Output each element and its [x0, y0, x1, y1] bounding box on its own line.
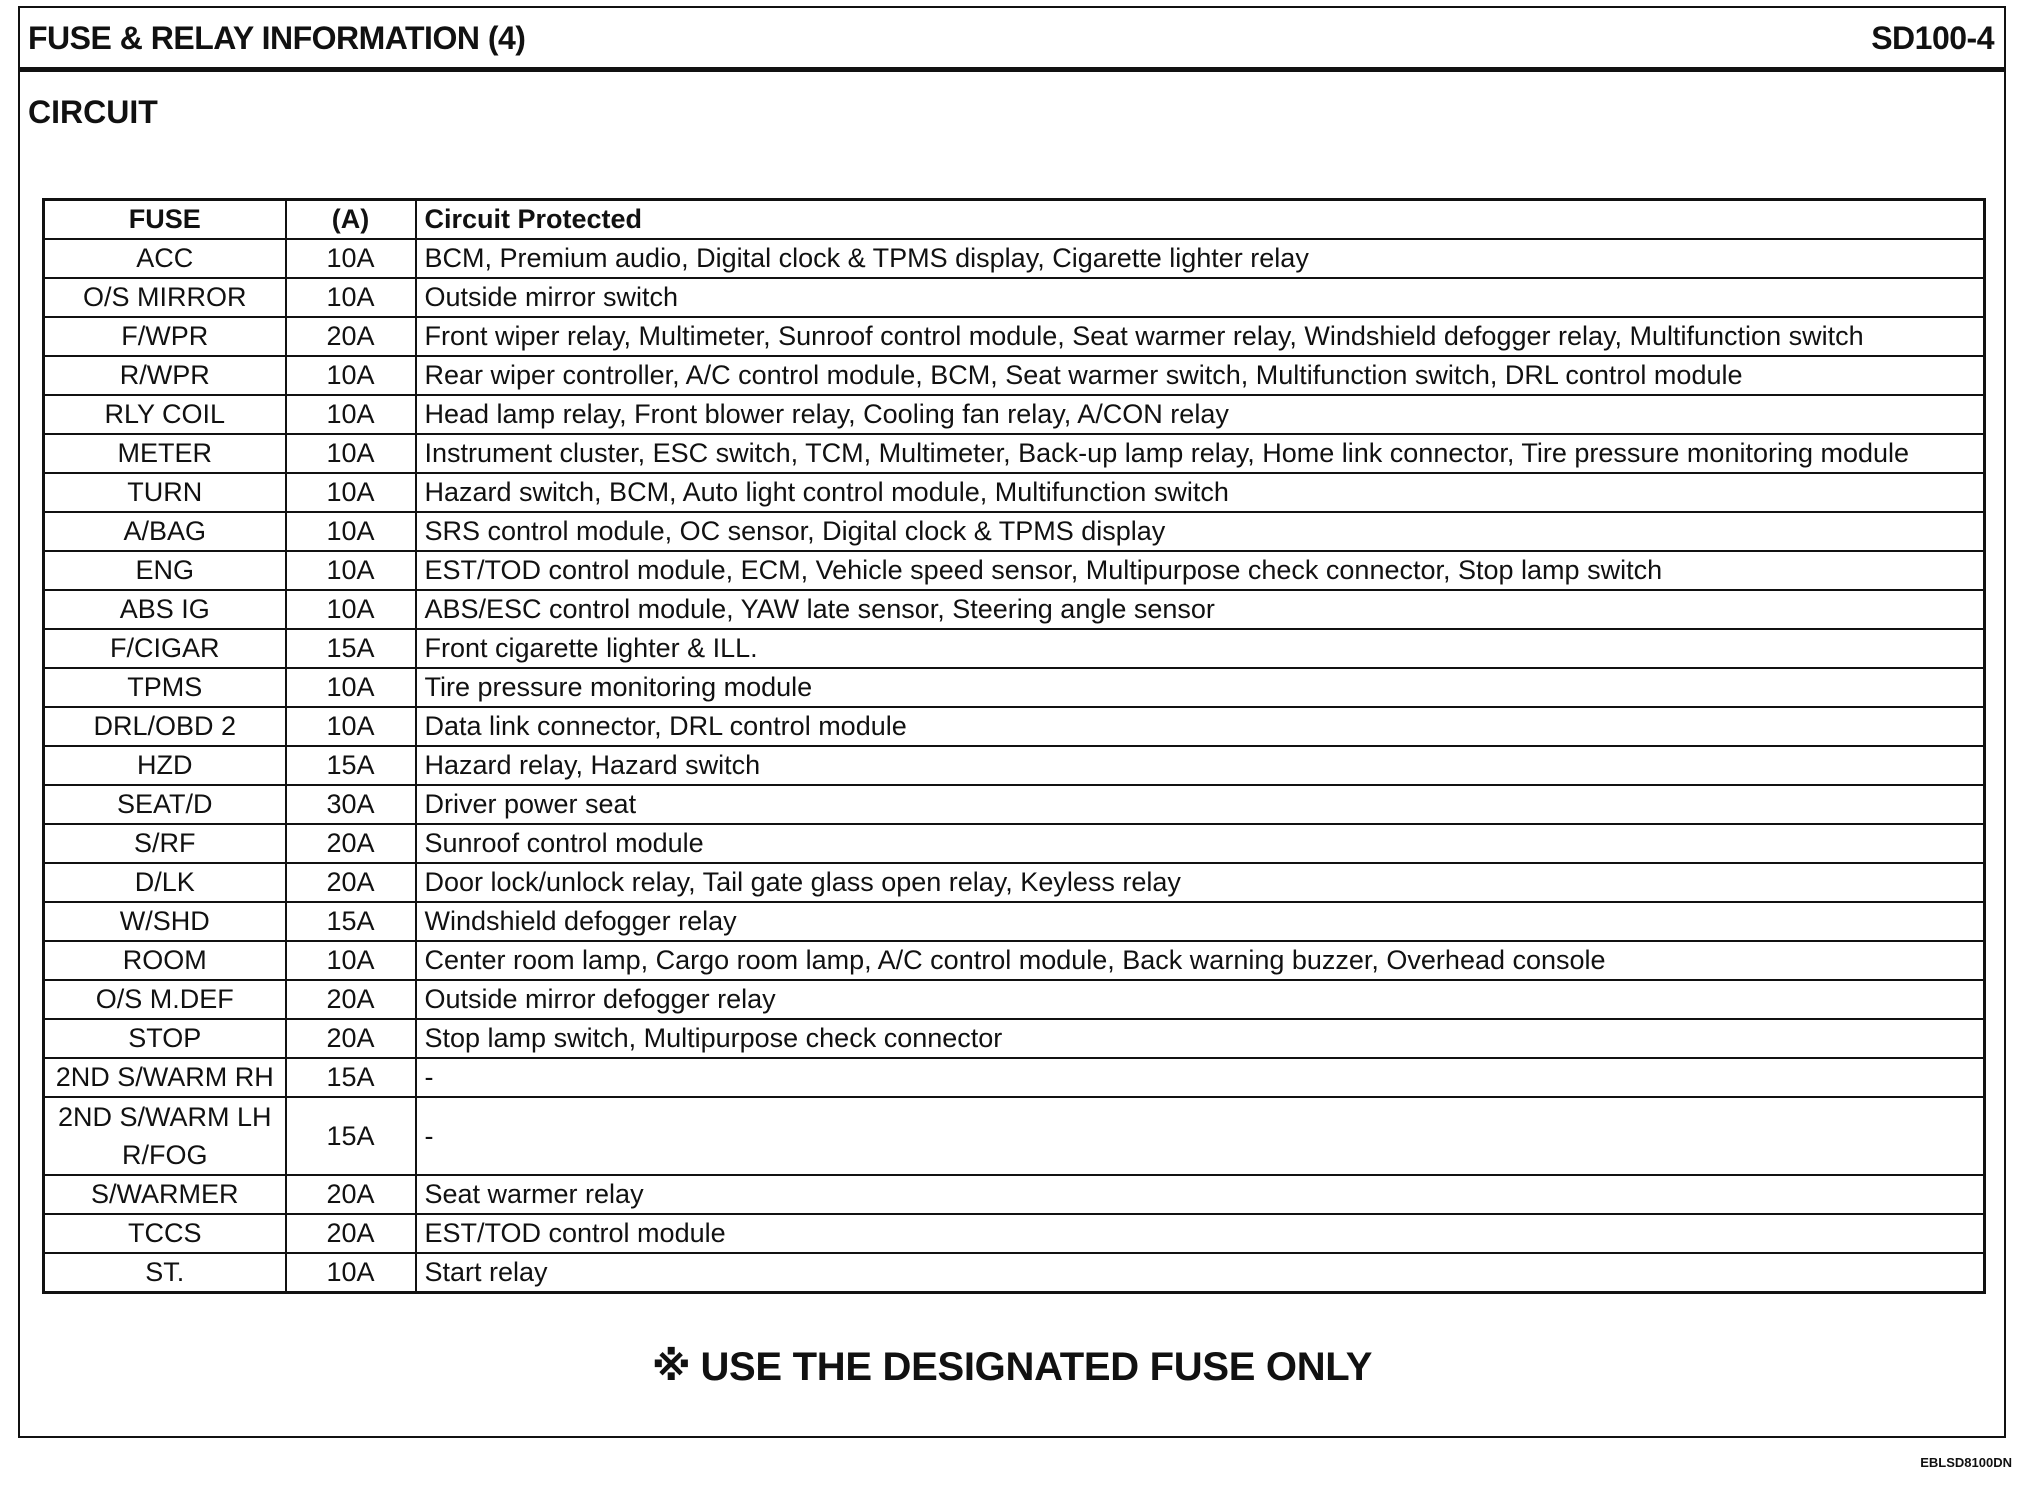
table-row	[44, 512, 1985, 551]
reference-code: EBLSD8100DN	[1920, 1455, 2012, 1470]
fuse-amps: 15A	[286, 629, 416, 668]
table-row	[44, 668, 1985, 707]
fuse-name: RLY COIL	[44, 395, 286, 434]
designated-fuse-notice	[20, 1344, 2004, 1390]
fuse-name: METER	[44, 434, 286, 473]
fuse-amps: 10A	[286, 356, 416, 395]
fuse-name: SEAT/D	[44, 785, 286, 824]
circuit-protected: Start relay	[416, 1253, 1985, 1293]
circuit-protected: Outside mirror switch	[416, 278, 1985, 317]
fuse-name: O/S M.DEF	[44, 980, 286, 1019]
circuit-protected: Outside mirror defogger relay	[416, 980, 1985, 1019]
table-row	[44, 1253, 1985, 1293]
circuit-protected: -	[416, 1058, 1985, 1097]
circuit-protected: Hazard relay, Hazard switch	[416, 746, 1985, 785]
fuse-name: W/SHD	[44, 902, 286, 941]
fuse-name-line-1: 2ND S/WARM LH	[57, 1102, 272, 1132]
table-row	[44, 473, 1985, 512]
table-row	[44, 746, 1985, 785]
fuse-amps: 20A	[286, 1019, 416, 1058]
fuse-name: 2ND S/WARM RH	[44, 1058, 286, 1097]
circuit-protected: Rear wiper controller, A/C control module, BCM, Seat warmer switch, Multifunction switch, DRL control module	[416, 356, 1985, 395]
table-row	[44, 863, 1985, 902]
fuse-amps: 10A	[286, 590, 416, 629]
fuse-name: STOP	[44, 1019, 286, 1058]
circuit-protected: Hazard switch, BCM, Auto light control module, Multifunction switch	[416, 473, 1985, 512]
table-row	[44, 785, 1985, 824]
fuse-name: ENG	[44, 551, 286, 590]
table-row	[44, 980, 1985, 1019]
fuse-amps: 10A	[286, 395, 416, 434]
document-title: FUSE & RELAY INFORMATION (4)	[28, 20, 526, 56]
fuse-name: TPMS	[44, 668, 286, 707]
table-row	[44, 1175, 1985, 1214]
fuse-amps: 20A	[286, 824, 416, 863]
fuse-name: A/BAG	[44, 512, 286, 551]
fuse-amps: 10A	[286, 668, 416, 707]
document-frame	[18, 6, 2006, 1438]
fuse-amps: 10A	[286, 239, 416, 278]
fuse-name: S/WARMER	[44, 1175, 286, 1214]
fuse-amps: 15A	[286, 746, 416, 785]
document-code: SD100-4	[1871, 20, 1994, 56]
table-row	[44, 434, 1985, 473]
circuit-protected: Instrument cluster, ESC switch, TCM, Multimeter, Back-up lamp relay, Home link connector, Tire pressure monitoring module	[416, 434, 1985, 473]
fuse-amps: 15A	[286, 1097, 416, 1175]
circuit-protected: Stop lamp switch, Multipurpose check connector	[416, 1019, 1985, 1058]
fuse-name-multiline	[44, 1097, 286, 1175]
fuse-amps: 10A	[286, 278, 416, 317]
circuit-protected: -	[416, 1097, 1985, 1175]
fuse-amps: 10A	[286, 512, 416, 551]
fuse-amps: 15A	[286, 902, 416, 941]
fuse-amps: 20A	[286, 317, 416, 356]
table-row	[44, 1058, 1985, 1097]
table-row	[44, 707, 1985, 746]
table-row	[44, 551, 1985, 590]
fuse-amps: 10A	[286, 1253, 416, 1293]
fuse-amps: 10A	[286, 551, 416, 590]
circuit-protected: Sunroof control module	[416, 824, 1985, 863]
fuse-name: DRL/OBD 2	[44, 707, 286, 746]
fuse-name: TURN	[44, 473, 286, 512]
reference-mark-icon: ※	[651, 1345, 691, 1389]
table-row	[44, 902, 1985, 941]
fuse-name: ABS IG	[44, 590, 286, 629]
fuse-name: ACC	[44, 239, 286, 278]
fuse-amps: 10A	[286, 473, 416, 512]
column-header-circuit: Circuit Protected	[416, 200, 1985, 240]
section-title: CIRCUIT	[28, 94, 158, 130]
circuit-protected: Door lock/unlock relay, Tail gate glass open relay, Keyless relay	[416, 863, 1985, 902]
fuse-amps: 20A	[286, 1175, 416, 1214]
fuse-amps: 30A	[286, 785, 416, 824]
column-header-amps: (A)	[286, 200, 416, 240]
fuse-name: F/WPR	[44, 317, 286, 356]
circuit-protected: ABS/ESC control module, YAW late sensor, Steering angle sensor	[416, 590, 1985, 629]
table-row	[44, 941, 1985, 980]
fuse-name: D/LK	[44, 863, 286, 902]
circuit-protected: Seat warmer relay	[416, 1175, 1985, 1214]
circuit-protected: Front cigarette lighter & ILL.	[416, 629, 1985, 668]
column-header-fuse: FUSE	[44, 200, 286, 240]
fuse-name: ST.	[44, 1253, 286, 1293]
fuse-name-line-2: R/FOG	[122, 1140, 208, 1170]
circuit-protected: EST/TOD control module	[416, 1214, 1985, 1253]
table-row	[44, 590, 1985, 629]
fuse-name: F/CIGAR	[44, 629, 286, 668]
fuse-name: ROOM	[44, 941, 286, 980]
fuse-amps: 20A	[286, 1214, 416, 1253]
circuit-protected: SRS control module, OC sensor, Digital clock & TPMS display	[416, 512, 1985, 551]
fuse-name: S/RF	[44, 824, 286, 863]
circuit-protected: Tire pressure monitoring module	[416, 668, 1985, 707]
circuit-protected: Data link connector, DRL control module	[416, 707, 1985, 746]
fuse-name: O/S MIRROR	[44, 278, 286, 317]
fuse-amps: 10A	[286, 941, 416, 980]
table-row	[44, 356, 1985, 395]
fuse-name: HZD	[44, 746, 286, 785]
table-row	[44, 239, 1985, 278]
circuit-protected: Head lamp relay, Front blower relay, Cooling fan relay, A/CON relay	[416, 395, 1985, 434]
table-row	[44, 1019, 1985, 1058]
fuse-amps: 10A	[286, 707, 416, 746]
fuse-amps: 15A	[286, 1058, 416, 1097]
document-header	[20, 8, 2004, 72]
circuit-protected: Driver power seat	[416, 785, 1985, 824]
circuit-protected: Center room lamp, Cargo room lamp, A/C control module, Back warning buzzer, Overhead console	[416, 941, 1985, 980]
table-row	[44, 1214, 1985, 1253]
circuit-protected: EST/TOD control module, ECM, Vehicle speed sensor, Multipurpose check connector, Stop lamp switch	[416, 551, 1985, 590]
table-row	[44, 1097, 1985, 1175]
fuse-amps: 20A	[286, 980, 416, 1019]
table-row	[44, 317, 1985, 356]
fuse-name: R/WPR	[44, 356, 286, 395]
fuse-amps: 10A	[286, 434, 416, 473]
table-header-row	[44, 200, 1985, 240]
table-row	[44, 395, 1985, 434]
fuse-name: TCCS	[44, 1214, 286, 1253]
fuse-amps: 20A	[286, 863, 416, 902]
table-row	[44, 629, 1985, 668]
circuit-protected: Front wiper relay, Multimeter, Sunroof control module, Seat warmer relay, Windshield defogger relay, Multifunction switch	[416, 317, 1985, 356]
table-row	[44, 824, 1985, 863]
fuse-table	[42, 198, 1986, 1294]
notice-text: USE THE DESIGNATED FUSE ONLY	[700, 1345, 1373, 1389]
table-row	[44, 278, 1985, 317]
circuit-protected: BCM, Premium audio, Digital clock & TPMS display, Cigarette lighter relay	[416, 239, 1985, 278]
circuit-protected: Windshield defogger relay	[416, 902, 1985, 941]
